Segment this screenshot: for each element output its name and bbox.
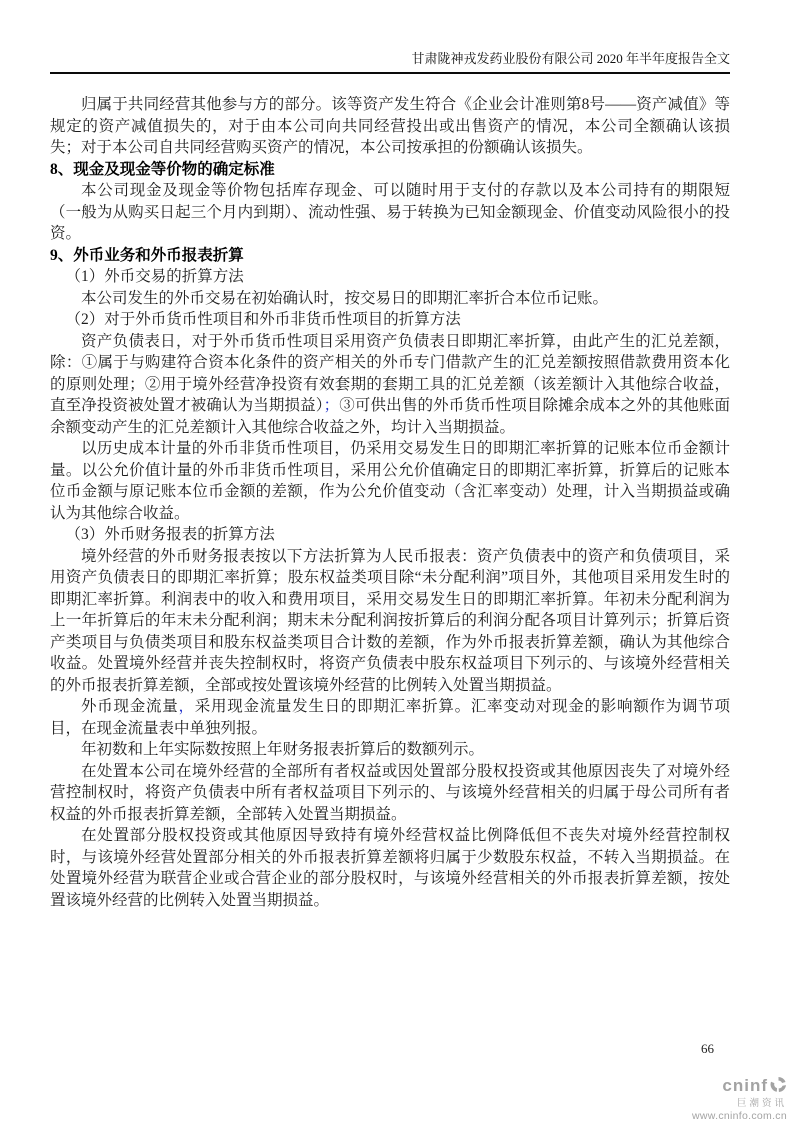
- page-number: 66: [701, 1041, 714, 1056]
- subheading-9-1-fx-transaction-method: （1）外币交易的折算方法: [65, 268, 244, 285]
- paragraph-prior-year-figures: 年初数和上年实际数按照上年财务报表折算后的数额列示。: [81, 741, 485, 758]
- paragraph-joint-operation-impairment: 归属于共同经营其他参与方的部分。该等资产发生符合《企业会计准则第8号——资产减值》等规定的资产减值损失的，对于由本公司向共同经营投出或出售资产的情况，本公司全额确认该损失；对于本公司自共同经营购买资产的情况，本公司按承担的份额确认该损失。: [50, 96, 730, 156]
- cninfo-logo-url: www.cninfo.com.cn: [692, 1110, 787, 1122]
- paragraph-overseas-statements-translation: 境外经营的外币财务报表按以下方法折算为人民币报表：资产负债表中的资产和负债项目，采用资产负债表日的即期汇率折算；股东权益类项目除“未分配利润”项目外，其他项目采用发生时的即期汇率折算。利润表中的收入和费用项目，采用交易发生日的即期汇率折算。年初未分配利润为上一年折算后的年末未分配利润；期末未分配利润按折算后的利润分配各项目计算列示；折算后资产类项目与负债类项目和股东权益类项目合计数的差额，作为外币报表折算差额，确认为其他综合收益。处置境外经营并丧失控制权时，将资产负债表中股东权益项目下列示的、与该境外经营相关的外币报表折算差额，全部或按处置该境外经营的比例转入处置当期损益。: [50, 547, 730, 694]
- cninfo-logo-chinese-name: 巨潮资讯: [736, 1097, 787, 1109]
- heading-section-8: 8、现金及现金等价物的确定标准: [50, 160, 275, 178]
- paragraph-fx-initial-recognition: 本公司发生的外币交易在初始确认时，按交易日的即期汇率折合本位币记账。: [81, 289, 609, 307]
- paragraph-disposal-full-control-loss: 在处置本公司在境外经营的全部所有者权益或因处置部分股权投资或其他原因丧失了对境外经营控制权时，将资产负债表中所有者权益项目下列示的、与该境外经营相关的归属于母公司所有者权益的外币报表折算差额，全部转入处置当期损益。: [50, 762, 730, 823]
- cninfo-logo: [692, 1076, 787, 1122]
- cninfo-swirl-icon: [770, 1076, 787, 1098]
- subheading-9-3-fx-statements-method: （3）外币财务报表的折算方法: [65, 526, 275, 543]
- paragraph-historical-cost-items: 以历史成本计量的外币非货币性项目，仍采用交易发生日的即期汇率折算的记账本位币金额计量。以公允价值计量的外币非货币性项目，采用公允价值确定日的即期汇率折算，折算后的记账本位币金额与原记账本位币金额的差额，作为公允价值变动（含汇率变动）处理，计入当期损益或确认为其他综合收益。: [50, 440, 730, 522]
- cninfo-logo-top: [692, 1076, 787, 1098]
- blue-semicolon-mark: ；: [323, 397, 340, 414]
- paragraph-fx-cash-flow: [50, 696, 730, 739]
- page-header: [50, 50, 730, 74]
- paragraph-partial-disposal: 在处置部分股权投资或其他原因导致持有境外经营权益比例降低但不丧失对境外经营控制权时，与该境外经营处置部分相关的外币报表折算差额将归属于少数股东权益，不转入当期损益。在处置境外经营为联营企业或合营企业的部分股权时，与该境外经营相关的外币报表折算差额，按处置该境外经营的比例转入处置当期损益。: [50, 827, 730, 909]
- blue-comma-mark: ，: [178, 698, 195, 715]
- cninfo-logo-wordmark: cninf: [722, 1076, 768, 1096]
- paragraph-segment: 采用现金流量发生日的即期汇率折算。汇率变动对现金的影响额作为调节项目，在现金流量表中单独列报。: [50, 698, 730, 737]
- paragraph-cash-equivalents: 本公司现金及现金等价物包括库存现金、可以随时用于支付的存款以及本公司持有的期限短（一般为从购买日起三个月内到期）、流动性强、易于转换为已知金额现金、价值变动风险很小的投资。: [50, 182, 730, 242]
- paragraph-segment: 外币现金流量: [81, 698, 179, 715]
- paragraph-segment: 资产负债表日，对于外币货币性项目采用资产负债表日即期汇率折算，由此产生的汇兑差额，除：①属于与购建符合资本化条件的资产相关的外币专门借款产生的汇兑差额按照借款费用资本化的原则处理；②用于境外经营净投资有效套期的套期工具的汇兑差额（该差额计入其他综合收益，直至净投资被处置才被确认为当期损益）: [50, 332, 730, 414]
- document-body: [50, 94, 730, 911]
- subheading-9-2-monetary-items-method: （2）对于外币货币性项目和外币非货币性项目的折算方法: [65, 311, 461, 328]
- paragraph-segment: ③可供出售的外币货币性项目除摊余成本之外的其他账面余额变动产生的汇兑差额计入其他综合收益之外，均计入当期损益。: [50, 397, 730, 436]
- header-title: 甘肃陇神戎发药业股份有限公司 2020 年半年度报告全文: [411, 51, 730, 66]
- paragraph-balance-sheet-date-translation: [50, 331, 730, 439]
- heading-section-9: 9、外币业务和外币报表折算: [50, 246, 244, 264]
